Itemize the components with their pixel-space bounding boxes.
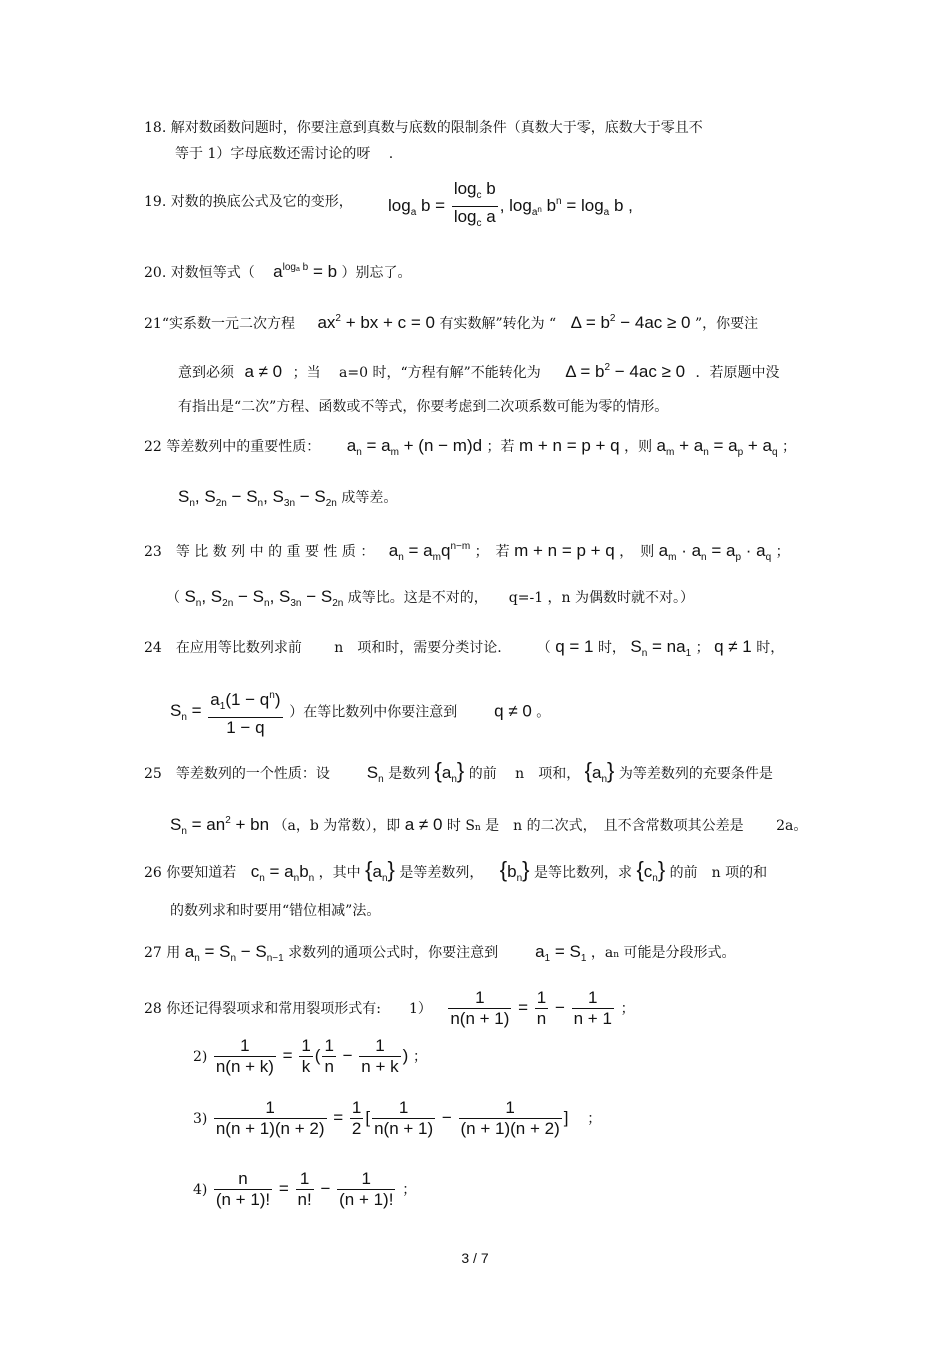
item-20-text: 20. 对数恒等式（ $a^{log_a b} = b$ ）别忘了。: [144, 262, 412, 281]
item-22-line-2: $S_n$, $S_{2n} - S_n$, $S_{3n} - S_{2n}$ 成等差。: [178, 487, 398, 509]
item-18-line-1: 18. 解对数函数问题时，你要注意到真数与底数的限制条件（真数大于零，底数大于零且不: [144, 120, 703, 136]
item-21-line-1: 21“实系数一元二次方程 $ax^2$ + bx + c = 0 有实数解”转化为 “ $\Delta = b^2 - 4ac \ge 0$ ”，你要注: [144, 313, 759, 332]
item-25-line-2: $S_n = an^2$ + bn （a，b 为常数），即 a ≠ 0 时 Sn 是 n 的二次式， 且不含常数项其公差是 2a。: [170, 815, 808, 837]
item-26-line-2: 的数列求和时要用“错位相减”法。: [170, 903, 381, 919]
item-25-line-1: 25 等差数列的一个性质：设 $S_n$ 是数列 $\{a_n\}$ 的前 n 项和， $\{a_n\}$ 为等差数列的充要条件是: [144, 758, 773, 785]
item-19-formula: $\log_a b$ = $\frac{\log_c b}{\log_c a}$ , $\log_{a^n} b^n = \log_a b$ ,: [388, 179, 633, 230]
item-24-line-2: $S_n$ = $\frac{a_1(1 - q^n)}{1 - q}$ ）在等比数列中你要注意到 q ≠ 0 。: [170, 686, 550, 742]
item-28-formula-4: 4) $\frac{n}{(n + 1)!}$ = $\frac{1}{n!}$ − $\frac{1}{(n + 1)!}$ ；: [193, 1169, 417, 1210]
item-28-line-1: 28 你还记得裂项求和常用裂项形式有: 1） $\frac{1}{n(n + 1)}$ = $\frac{1}{n}$ − $\frac{1}{n + 1}$ ；: [144, 988, 635, 1029]
item-18-line-2: 等于 1）字母底数还需讨论的呀 .: [175, 146, 394, 162]
item-28-formula-3: 3) $\frac{1}{n(n + 1)(n + 2)}$ = $\frac{1}{2}$ [ $\frac{1}{n(n + 1)}$ − $\frac{1}{(n + 1)(n + 2)}$ ] ；: [193, 1098, 602, 1139]
item-26-line-1: 26 你要知道若 $c_n = a_nb_n$ ，其中 $\{a_n\}$ 是等差数列， $\{b_n\}$ 是等比数列，求 $\{c_n\}$ 的前 n 项的和: [144, 857, 768, 884]
item-22-line-1: 22 等差数列中的重要性质： $a_n = a_m + (n - m)d$ ；若 m + n = p + q ，则 $a_m + a_n = a_p + a_q$ ；: [144, 436, 797, 458]
item-23-line-2: （ $S_n$, $S_{2n} - S_n$, $S_{3n} - S_{2n}$ 成等比。这是不对的， q=-1 ，n 为偶数时就不对。）: [166, 587, 695, 609]
item-27-line: 27 用 $a_n = S_n - S_{n-1}$ 求数列的通项公式时，你要注意到 $a_1 = S_1$ ，an 可能是分段形式。: [144, 942, 736, 964]
item-24-line-1: 24 在应用等比数列求前 n 项和时，需要分类讨论. （ q = 1 时， $S_n = na_1$ ； q ≠ 1 时，: [144, 637, 785, 659]
item-28-formula-2: 2) $\frac{1}{n(n + k)}$ = $\frac{1}{k}$ ( $\frac{1}{n}$ − $\frac{1}{n + k}$ ) ；: [193, 1036, 428, 1077]
item-19-label: 19. 对数的换底公式及它的变形，: [144, 194, 353, 210]
item-21-line-3: 有指出是“二次”方程、函数或不等式，你要考虑到二次项系数可能为零的情形。: [178, 399, 669, 415]
page-number: 3 / 7: [461, 1250, 489, 1266]
item-21-line-2: 意到必须 a ≠ 0 ；当 a=0 时，“方程有解”不能转化为 $\Delta = b^2 - 4ac \ge 0$ ．若原题中没: [178, 362, 780, 381]
item-23-line-1: 23 等 比 数 列 中 的 重 要 性 质 ： $a_n = a_mq^{n-m}$ ； 若 m + n = p + q ， 则 $a_m \cdot a_n = a_p \cdot a_q$ ；: [144, 541, 790, 563]
